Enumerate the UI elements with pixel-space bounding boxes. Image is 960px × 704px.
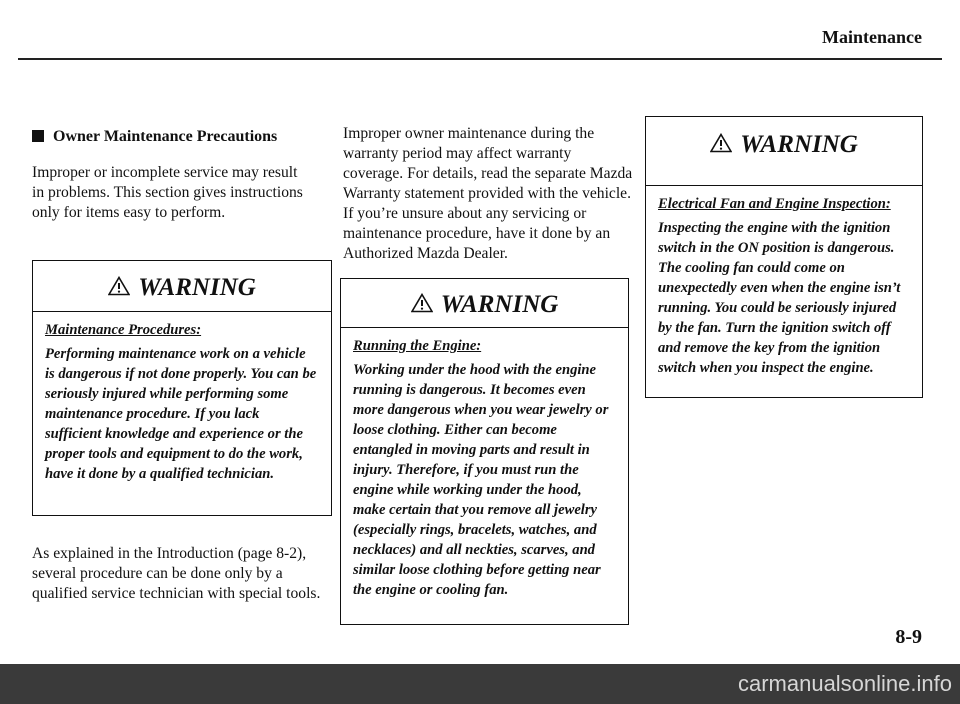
- warning-header: [341, 279, 628, 328]
- warning-subhead: Electrical Fan and Engine Inspection:: [658, 196, 891, 212]
- warning-triangle-icon: [710, 133, 732, 153]
- warning-header: [646, 117, 922, 186]
- warning-box-fan-inspection: [645, 116, 923, 398]
- warning-body: [341, 328, 628, 608]
- warning-triangle-icon: [411, 293, 433, 313]
- left-intro-paragraph: Improper or incomplete service may result in problems. This section gives instructions only for items easy to perform.: [32, 164, 303, 221]
- warning-title: WARNING: [740, 131, 858, 158]
- warning-triangle-icon: [108, 276, 130, 296]
- warning-title: WARNING: [138, 274, 256, 301]
- warning-text: Performing maintenance work on a vehicle is dangerous if not done properly. You can be seriously injured while performing some maintenance procedure. If you lack sufficient knowledge and experience or the proper tools and equipment to do the work, have it done by a qualified technician.: [45, 346, 317, 482]
- warning-text: Working under the hood with the engine running is dangerous. It becomes even more dangerous when you wear jewelry or loose clothing. Either can become entangled in moving parts and result in injury. Therefore, if you must run the engine while working under the hood, make certain that you remove all jewelry (especially rings, bracelets, watches, and necklaces) and all neckties, scarves, and similar loose clothing before getting near the engine or cooling fan.: [353, 362, 609, 598]
- square-bullet-icon: [32, 130, 44, 142]
- section-heading-text: Owner Maintenance Precautions: [53, 128, 278, 145]
- watermark-text: carmanualsonline.info: [737, 671, 952, 696]
- warning-subhead: Running the Engine:: [353, 338, 482, 354]
- page-number: 8-9: [895, 626, 922, 648]
- middle-intro-paragraph: Improper owner maintenance during the warranty period may affect warranty coverage. For details, read the separate Mazda Warranty statement provided with the vehicle. If you’re unsure about any servicing or maintenance procedure, have it done by an Authorized Mazda Dealer.: [343, 125, 633, 262]
- warning-header: [33, 261, 331, 312]
- warning-subhead: Maintenance Procedures:: [45, 322, 202, 338]
- warning-body: [33, 312, 331, 492]
- warning-box-running-engine: [340, 278, 629, 625]
- warning-box-maintenance: [32, 260, 332, 516]
- warning-body: [646, 186, 922, 386]
- warning-title: WARNING: [440, 291, 559, 318]
- warning-text: Inspecting the engine with the ignition switch in the ON position is dangerous. The cooling fan could come on unexpectedly even when the engine isn’t running. You could be seriously injured by the fan. Turn the ignition switch off and remove the key from the ignition switch when you inspect the engine.: [658, 220, 901, 376]
- section-heading: [32, 128, 277, 146]
- header-divider: [18, 58, 942, 60]
- left-outro-paragraph: As explained in the Introduction (page 8-2), several procedure can be done only by a qualified service technician with special tools.: [32, 545, 321, 602]
- page-header-title: Maintenance: [822, 27, 922, 47]
